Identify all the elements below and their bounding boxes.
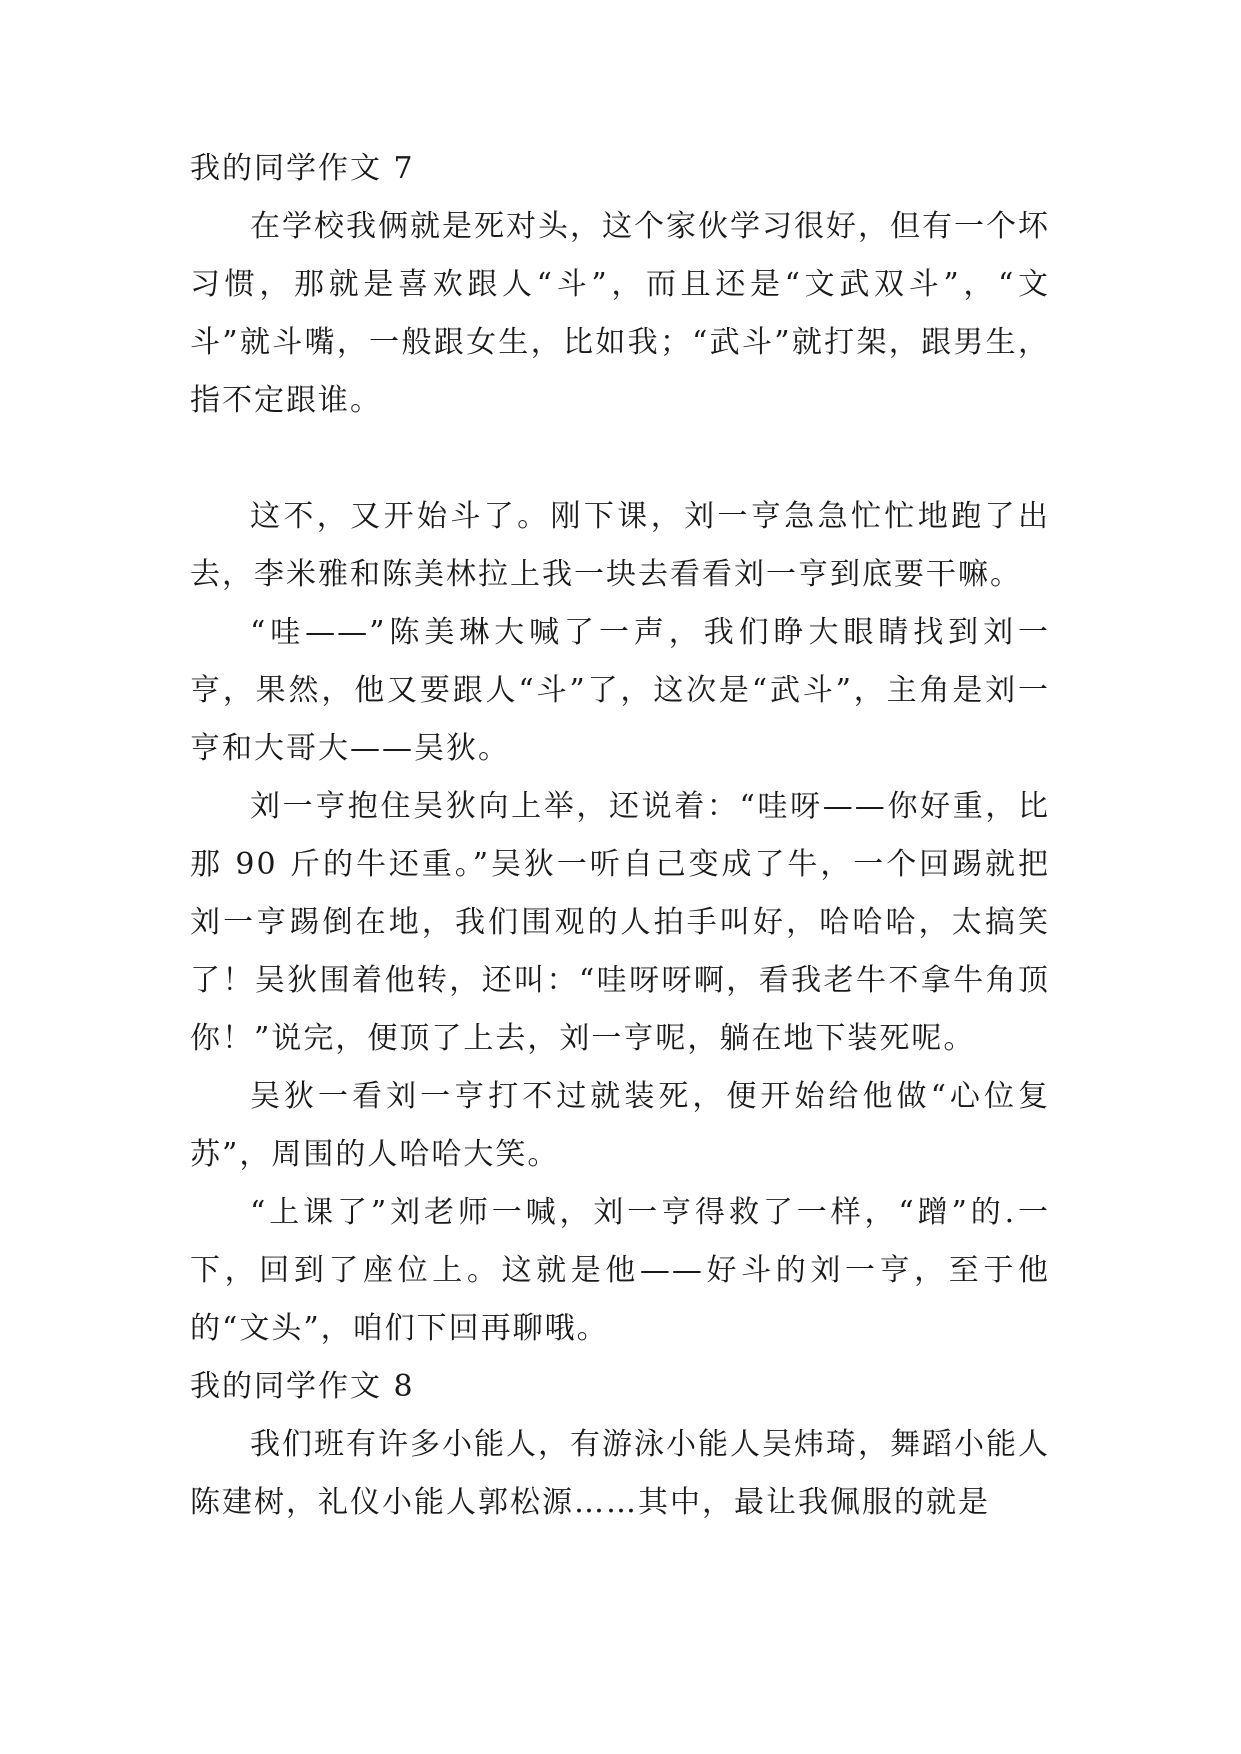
paragraph-gap [190, 430, 1050, 488]
section-heading: 我的同学作文 8 [190, 1369, 415, 1404]
paragraph: “上课了”刘老师一喊，刘一亨得救了一样，“蹭”的.一下，回到了座位上。这就是他——好斗的刘一亨，至于他的“文头”，咱们下回再聊哦。 [190, 1195, 1050, 1346]
paragraph: 刘一亨抱住吴狄向上举，还说着：“哇呀——你好重，比那 90 斤的牛还重。”吴狄一听自己变成了牛，一个回踢就把刘一亨踢倒在地，我们围观的人拍手叫好，哈哈哈，太搞笑了！吴狄围着他转，还叫：“哇呀呀啊，看我老牛不拿牛角顶你！”说完，便顶了上去，刘一亨呢，躺在地下装死呢。 [190, 789, 1050, 1056]
paragraph: 在学校我俩就是死对头，这个家伙学习很好，但有一个坏习惯，那就是喜欢跟人“斗”，而且还是“文武双斗”，“文斗”就斗嘴，一般跟女生，比如我；“武斗”就打架，跟男生，指不定跟谁。 [190, 209, 1050, 418]
paragraph: “哇——”陈美琳大喊了一声，我们睁大眼睛找到刘一亨，果然，他又要跟人“斗”了，这次是“武斗”，主角是刘一亨和大哥大——吴狄。 [190, 615, 1050, 766]
document-body [190, 140, 1050, 1532]
section-heading: 我的同学作文 7 [190, 151, 415, 186]
paragraph: 这不，又开始斗了。刚下课，刘一亨急急忙忙地跑了出去，李米雅和陈美林拉上我一块去看看刘一亨到底要干嘛。 [190, 499, 1050, 592]
paragraph: 我们班有许多小能人，有游泳小能人吴炜琦，舞蹈小能人陈建树，礼仪小能人郭松源……其中，最让我佩服的就是 [190, 1427, 1050, 1520]
paragraph: 吴狄一看刘一亨打不过就装死，便开始给他做“心位复苏”，周围的人哈哈大笑。 [190, 1079, 1050, 1172]
